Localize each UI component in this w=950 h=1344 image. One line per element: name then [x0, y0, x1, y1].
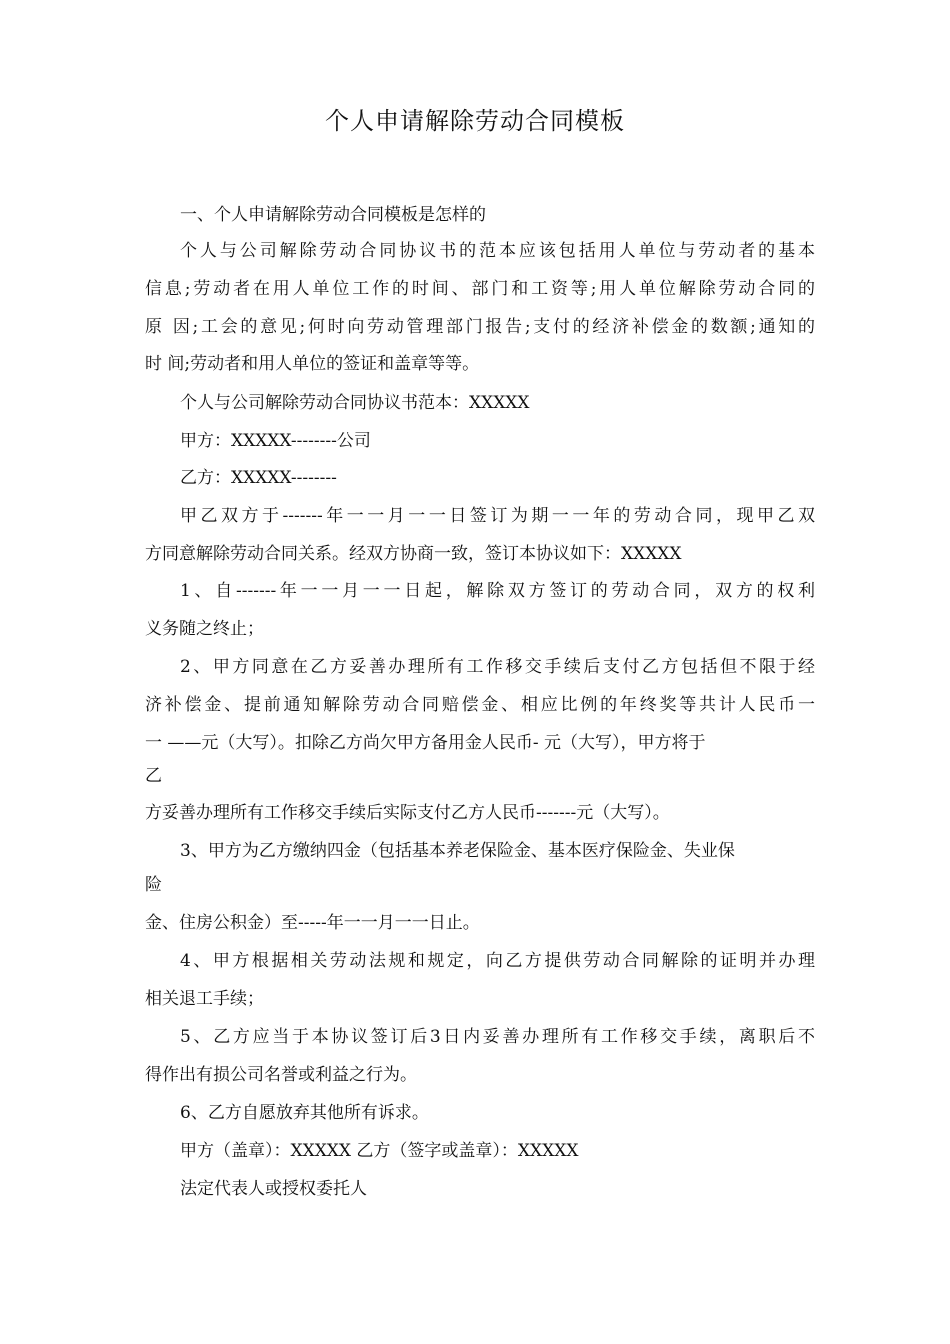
- party-b-line: 乙方：XXXXX--------: [180, 468, 337, 488]
- paragraph-line: 原 因;工会的意见;何时向劳动管理部门报告;支付的经济补偿金的数额;通知的: [145, 317, 815, 337]
- legal-representative-line: 法定代表人或授权委托人: [180, 1179, 367, 1199]
- paragraph-line: 个人与公司解除劳动合同协议书范本：XXXXX: [180, 393, 530, 413]
- clause-line: 1、自-------年一一月一一日起，解除双方签订的劳动合同，双方的权利: [180, 581, 815, 601]
- clause-line: 5、乙方应当于本协议签订后3日内妥善办理所有工作移交手续，离职后不: [180, 1027, 815, 1047]
- clause-line: 乙: [145, 766, 162, 786]
- clause-line: 6、乙方自愿放弃其他所有诉求。: [180, 1103, 429, 1123]
- document-title: 个人申请解除劳动合同模板: [325, 107, 625, 135]
- signature-line: 甲方（盖章）：XXXXX 乙方（签字或盖章）：XXXXX: [180, 1141, 579, 1161]
- clause-line: 金、住房公积金）至-----年一一月一一日止。: [145, 913, 480, 933]
- clause-line: 4、甲方根据相关劳动法规和规定，向乙方提供劳动合同解除的证明并办理: [180, 951, 815, 971]
- paragraph-line: 个人与公司解除劳动合同协议书的范本应该包括用人单位与劳动者的基本: [180, 241, 815, 261]
- clause-line: 险: [145, 875, 162, 895]
- paragraph-line: 信息;劳动者在用人单位工作的时间、部门和工资等;用人单位解除劳动合同的: [145, 279, 815, 299]
- clause-line: 济补偿金、提前通知解除劳动合同赔偿金、相应比例的年终奖等共计人民币一: [145, 695, 815, 715]
- section-heading: 一、个人申请解除劳动合同模板是怎样的: [180, 205, 486, 225]
- clause-line: 义务随之终止；: [145, 619, 264, 639]
- clause-line: 相关退工手续；: [145, 989, 264, 1009]
- clause-line: 2、甲方同意在乙方妥善办理所有工作移交手续后支付乙方包括但不限于经: [180, 657, 815, 677]
- clause-line: 一 ——元（大写）。扣除乙方尚欠甲方备用金人民币- 元（大写），甲方将于: [145, 733, 706, 753]
- clause-line: 3、甲方为乙方缴纳四金（包括基本养老保险金、基本医疗保险金、失业保: [180, 841, 735, 861]
- paragraph-line: 方同意解除劳动合同关系。经双方协商一致，签订本协议如下：XXXXX: [145, 544, 682, 564]
- paragraph-line: 时 间;劳动者和用人单位的签证和盖章等等。: [145, 354, 480, 374]
- party-a-line: 甲方：XXXXX--------公司: [180, 431, 371, 451]
- paragraph-line: 甲乙双方于-------年一一月一一日签订为期一一年的劳动合同，现甲乙双: [180, 506, 815, 526]
- clause-line: 得作出有损公司名誉或利益之行为。: [145, 1065, 417, 1085]
- clause-line: 方妥善办理所有工作移交手续后实际支付乙方人民币-------元（大写）。: [145, 803, 670, 823]
